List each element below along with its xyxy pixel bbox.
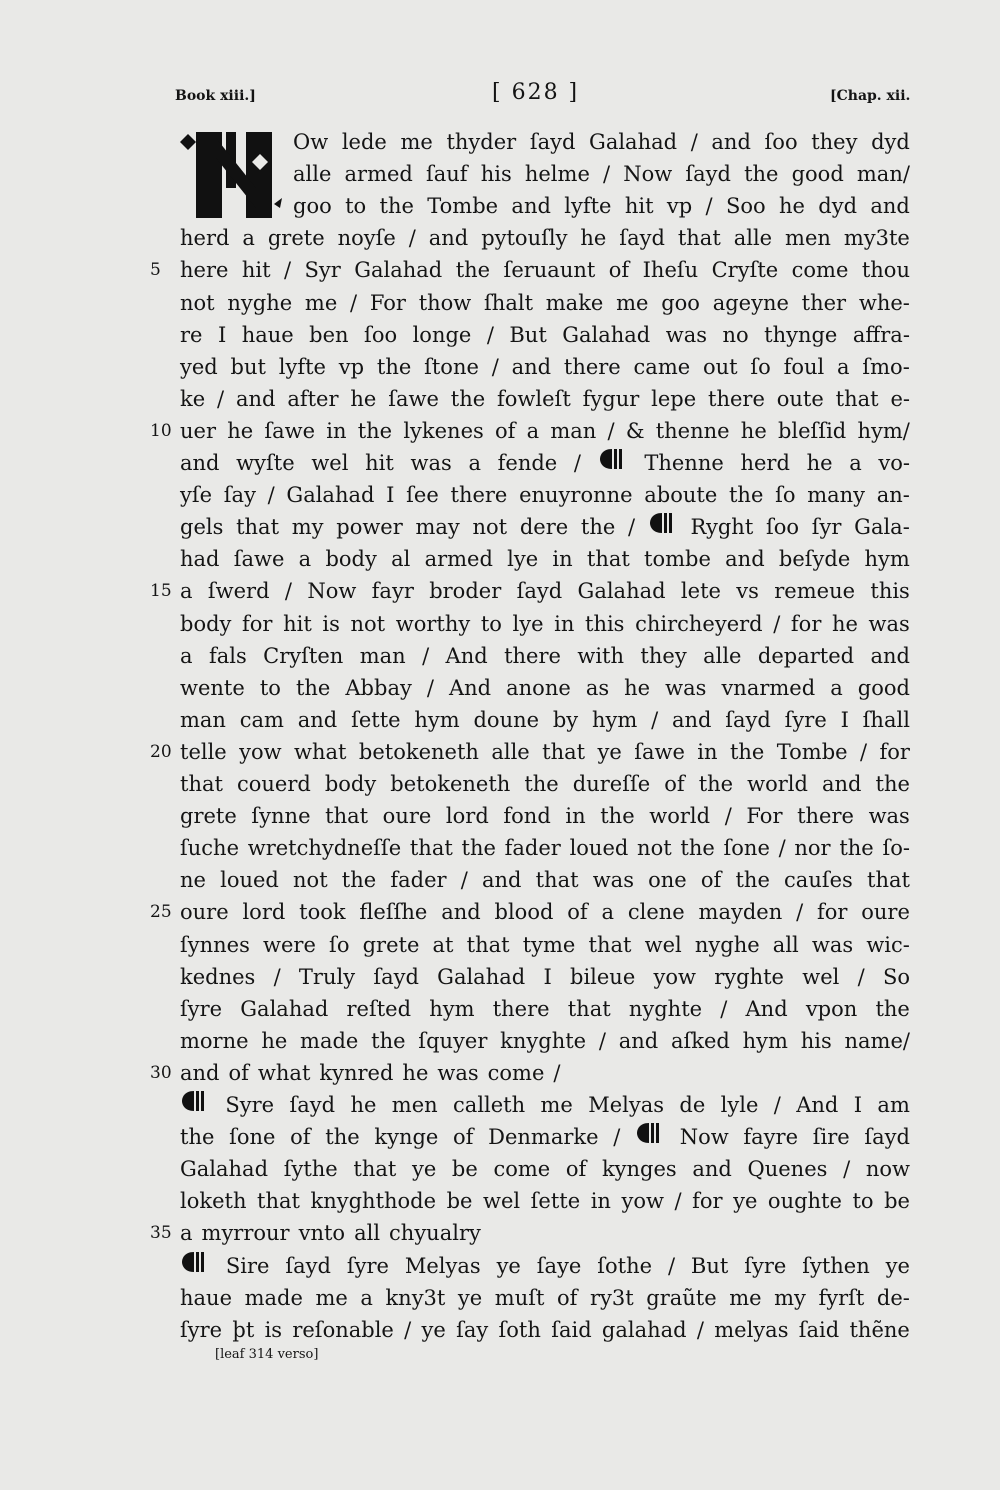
text-line: yſe ſay / Galahad I ſee there enuyronne aboute the ſo many an- — [180, 483, 910, 508]
text-line: a ſwerd / Now fayr broder ſayd Galahad lete vs remeue this — [180, 579, 910, 604]
paragraph-mark-icon — [648, 512, 674, 534]
text-line: ſyre Galahad reſted hym there that nyghte / And vpon the — [180, 996, 910, 1021]
text-line: and of what kynred he was come / — [180, 1060, 561, 1085]
decorated-initial-n — [176, 128, 286, 220]
text-line: body for hit is not worthy to lye in this chircheyerd / for he was — [180, 611, 910, 636]
line-number: 30 — [150, 1062, 172, 1083]
text-line: telle yow what betokeneth alle that ye ſawe in the Tombe / for — [180, 739, 910, 764]
paragraph-mark-icon — [635, 1122, 661, 1144]
text-line: Syre ſayd he men calleth me Melyas de lyle / And I am — [180, 1090, 910, 1120]
text-line: herd a grete noyſe / and pytouſly he ſayd that alle men my3te — [180, 226, 910, 251]
line-number: 5 — [150, 260, 161, 281]
text-line: and wyſte wel hit was a fende / Thenne herd he a vo- — [180, 448, 910, 478]
text-line: ſyre þt is reſonable / ye ſay ſoth ſaid galahad / melyas ſaid thẽne — [180, 1317, 910, 1342]
line-number: 25 — [150, 902, 172, 923]
text-line: loketh that knyghthode be wel ſette in yow / for ye oughte to be — [180, 1189, 910, 1214]
paragraph-mark-icon — [598, 448, 624, 470]
text-line: alle armed ſauf his helme / Now ſayd the good man/ — [293, 162, 910, 187]
text-line: goo to the Tombe and lyfte hit vp / Soo he dyd and — [293, 194, 910, 219]
text-line: ne loued not the fader / and that was one of the cauſes that — [180, 868, 910, 893]
leaf-note: [leaf 314 verso] — [215, 1347, 319, 1362]
text-line: man cam and ſette hym doune by hym / and ſayd ſyre I ſhall — [180, 707, 910, 732]
text-line: here hit / Syr Galahad the ſeruaunt of Iheſu Cryſte come thou — [180, 258, 910, 283]
text-line: Galahad ſythe that ye be come of kynges and Quenes / now — [180, 1157, 910, 1182]
text-line: wente to the Abbay / And anone as he was vnarmed a good — [180, 675, 910, 700]
text-line: grete ſynne that oure lord fond in the world / For there was — [180, 804, 910, 829]
text-line: a myrrour vnto all chyualry — [180, 1221, 481, 1246]
text-line: ſuche wretchydneſſe that the fader loued not the ſone / nor the ſo- — [180, 836, 910, 861]
text-line: ſynnes were ſo grete at that tyme that wel nyghe all was wic- — [180, 932, 910, 957]
text-line: oure lord took fleſſhe and blood of a clene mayden / for oure — [180, 900, 910, 925]
text-line: ke / and after he ſawe the fowleſt fygur lepe there oute that e- — [180, 386, 910, 411]
header-chapter: [Chap. xii. — [830, 88, 911, 104]
text-line: kednes / Truly ſayd Galahad I bileue yow ryghte wel / So — [180, 964, 910, 989]
text-line: Ow lede me thyder ſayd Galahad / and ſoo they dyd — [293, 130, 910, 154]
line-number: 15 — [150, 581, 172, 602]
line-number: 20 — [150, 741, 172, 762]
text-line: gels that my power may not dere the / Ryght ſoo ſyr Gala- — [180, 512, 910, 542]
text-line: re I haue ben ſoo longe / But Galahad was no thynge affra- — [180, 322, 910, 347]
paragraph-mark-icon — [180, 1090, 206, 1112]
text-line: the ſone of the kynge of Denmarke / Now fayre ſire ſayd — [180, 1122, 910, 1152]
text-line: that couerd body betokeneth the dureſſe of the world and the — [180, 772, 910, 796]
text-line: yed but lyfte vp the ſtone / and there came out ſo foul a ſmo- — [180, 354, 910, 379]
text-line: not nyghe me / For thow ſhalt make me goo ageyne ther whe- — [180, 290, 910, 315]
text-line: had ſawe a body al armed lye in that tombe and beſyde hym — [180, 547, 910, 572]
text-line: morne he made the ſquyer knyghte / and aſked hym his name/ — [180, 1028, 910, 1053]
text-line: Sire ſayd ſyre Melyas ye ſaye ſothe / But ſyre ſythen ye — [180, 1251, 910, 1281]
text-line: a fals Cryſten man / And there with they alle departed and — [180, 643, 910, 668]
page-number: [ 628 ] — [492, 80, 580, 105]
header-book: Book xiii.] — [175, 88, 256, 104]
paragraph-mark-icon — [180, 1251, 206, 1273]
text-line: haue made me a kny3t ye muſt of ry3t graũte me my fyrſt de- — [180, 1285, 910, 1310]
text-line: uer he ſawe in the lykenes of a man / & thenne he bleſſid hym/ — [180, 418, 910, 443]
line-number: 35 — [150, 1223, 172, 1244]
line-number: 10 — [150, 420, 172, 441]
